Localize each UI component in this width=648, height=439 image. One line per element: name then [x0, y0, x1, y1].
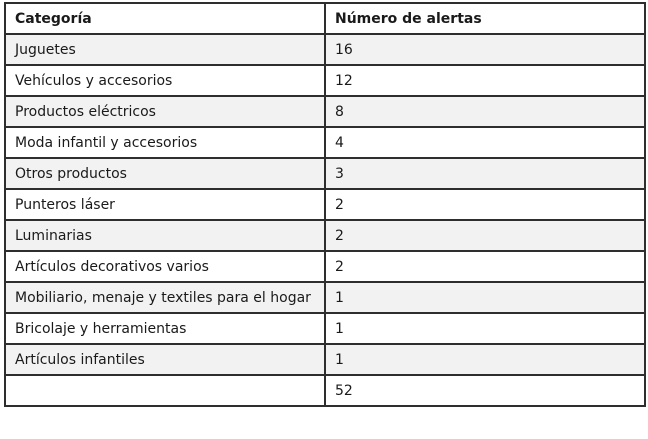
alert-count-cell: 1 — [325, 282, 645, 313]
total-row — [5, 375, 645, 406]
category-cell: Luminarias — [5, 220, 325, 251]
table-row — [5, 189, 645, 220]
category-cell: Vehículos y accesorios — [5, 65, 325, 96]
table-row — [5, 313, 645, 344]
alert-count-cell: 1 — [325, 313, 645, 344]
category-cell: Artículos decorativos varios — [5, 251, 325, 282]
category-cell: Otros productos — [5, 158, 325, 189]
category-cell: Artículos infantiles — [5, 344, 325, 375]
alert-count-cell: 3 — [325, 158, 645, 189]
alert-count-cell: 2 — [325, 251, 645, 282]
table-row — [5, 251, 645, 282]
alert-count-cell: 2 — [325, 220, 645, 251]
table-row — [5, 127, 645, 158]
alert-count-cell: 12 — [325, 65, 645, 96]
alert-count-cell: 2 — [325, 189, 645, 220]
category-cell: Bricolaje y herramientas — [5, 313, 325, 344]
total-label-cell — [5, 375, 325, 406]
table-row — [5, 158, 645, 189]
header-category: Categoría — [5, 3, 325, 34]
header-row — [5, 3, 645, 34]
alert-count-cell: 4 — [325, 127, 645, 158]
alerts-table-container — [4, 2, 644, 407]
category-cell: Moda infantil y accesorios — [5, 127, 325, 158]
table-row — [5, 344, 645, 375]
category-cell: Productos eléctricos — [5, 96, 325, 127]
table-row — [5, 34, 645, 65]
category-cell: Juguetes — [5, 34, 325, 65]
header-alert-count: Número de alertas — [325, 3, 645, 34]
table-body — [5, 34, 645, 406]
alert-count-cell: 8 — [325, 96, 645, 127]
alert-count-cell: 1 — [325, 344, 645, 375]
table-header — [5, 3, 645, 34]
category-cell: Punteros láser — [5, 189, 325, 220]
table-row — [5, 220, 645, 251]
alerts-table — [4, 2, 646, 407]
table-row — [5, 282, 645, 313]
alert-count-cell: 16 — [325, 34, 645, 65]
table-row — [5, 65, 645, 96]
total-count-cell: 52 — [325, 375, 645, 406]
table-row — [5, 96, 645, 127]
category-cell: Mobiliario, menaje y textiles para el hogar — [5, 282, 325, 313]
